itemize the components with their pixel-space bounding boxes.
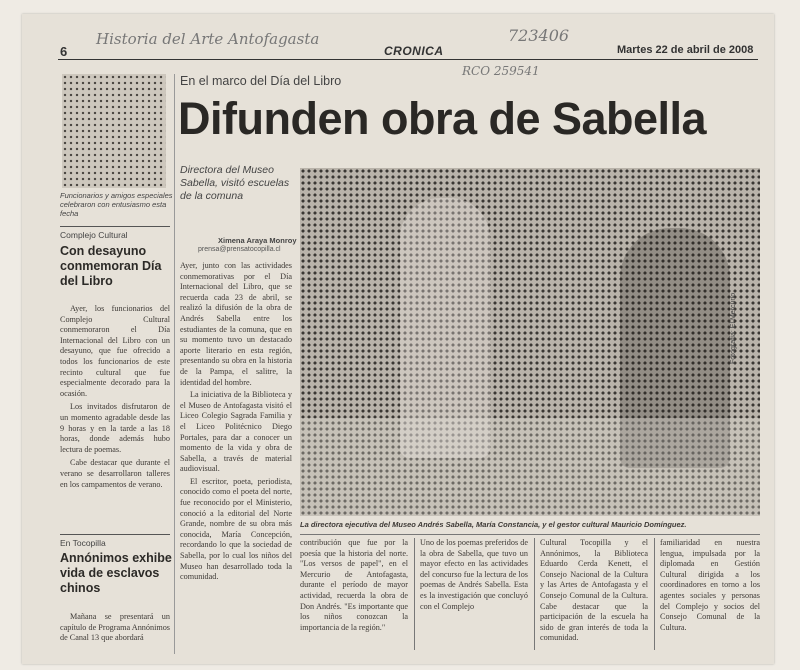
page-number: 6 — [60, 44, 68, 59]
article-intro-paragraph: El escritor, poeta, periodista, conocido como el poeta del norte, fue reconocido por el Ministerio, conoció a la editorial del Norte Grande, nombre de su obra más conocida, María Concepción, recordando lo que la sociedad de Sabella, por lo cual los niños del Museo han desarrollado toda la comunidad. — [180, 476, 292, 582]
article-column-text: familiaridad en nuestra lengua, impulsada por la diplomada en Gestión Cultural dirigida a los coordinadores en torno a los agentes sociales y personas del Complejo y socios del Consejo Comunal de la Cultura. — [660, 538, 760, 632]
story2-body — [60, 612, 170, 652]
newspaper-clipping — [22, 14, 774, 664]
stamp-code: RCO 259541 — [462, 64, 540, 78]
article-photo — [300, 168, 760, 516]
article-column-text: Uno de los poemas preferidos de la obra de Sabella, que tuvo un mayor efecto en las actividades del concurso fue la lectura de los poemas de Andrés Sabella. Esta es la investigación que concluyó con el Complejo — [420, 538, 528, 611]
story2-headline: Annónimos exhibe vida de esclavos chinos — [60, 551, 172, 595]
handwritten-code: 723406 — [508, 26, 570, 45]
article-intro-paragraph: La iniciativa de la Biblioteca y el Museo de Antofagasta visitó el Liceo Colegio Sagrada Familia y el Liceo Politécnico Diego Portales, para dar a conocer un momento de la vida y obra de Sabella, a través de material audiovisual. — [180, 390, 292, 474]
handwritten-note: Historia del Arte Antofagasta — [96, 30, 320, 48]
story1-paragraph: Los invitados disfrutaron de un momento agradable desde las 9 horas y en la tarde a las 18 horas, donde además hubo lectura de poemas. — [60, 402, 170, 454]
sidebar-divider — [174, 74, 175, 654]
story1-body — [60, 304, 170, 530]
column-divider — [414, 538, 415, 650]
article-email: prensa@prensatocopilla.cl — [198, 246, 281, 253]
article-column-3 — [420, 538, 528, 654]
article-column-2 — [300, 538, 408, 654]
article-byline: Ximena Araya Monroy — [218, 236, 297, 245]
header-rule — [58, 59, 758, 60]
story1-paragraph: Ayer, los funcionarios del Complejo Cultural conmemoraron el Día Internacional del Libro con un desayuno, que fue ofrecido a todos los funcionarios de este recinto cultural que fue especialmente decorado para la ocasión. — [60, 304, 170, 398]
article-column-4 — [540, 538, 648, 654]
sidebar-photo-caption: Funcionarios y amigos especiales celebraron con entusiasmo esta fecha — [60, 191, 173, 218]
sidebar-rule-2 — [60, 534, 170, 535]
sidebar-photo — [62, 74, 166, 188]
column-divider — [534, 538, 535, 650]
article-kicker: En el marco del Día del Libro — [180, 74, 342, 88]
section-name: CRONICA — [384, 44, 444, 58]
article-subhead: Directora del Museo Sabella, visitó escuelas de la comuna — [180, 164, 290, 202]
sidebar-rule-1 — [60, 226, 170, 227]
story1-headline: Con desayuno conmemoran Día del Libro — [60, 244, 162, 288]
story1-paragraph: Cabe destacar que durante el verano se desarrollaron talleres en los campamentos de verano. — [60, 458, 170, 489]
article-intro-column — [180, 261, 292, 582]
table-foreground — [300, 418, 760, 516]
article-column-5 — [660, 538, 760, 654]
photo-credit: Fotografía: El Mercurio — [730, 292, 737, 364]
column-divider — [654, 538, 655, 650]
story2-section: En Tocopilla — [60, 538, 106, 548]
article-photo-caption: La directora ejecutiva del Museo Andrés Sabella, María Constancia, y el gestor cultural Mauricio Domínguez. — [300, 520, 687, 529]
story2-paragraph: Mañana se presentará un capítulo de Programa Annónimos de Canal 13 que abordará — [60, 612, 170, 643]
caption-rule — [300, 534, 760, 535]
article-column-text: Cultural Tocopilla y el Annónimos, la Biblioteca Eduardo Cerda Kenett, el Consejo Nacional de la Cultura y las Artes de Antofagasta y el Consejo Comunal de la Cultura. Cabe destacar que la participación de la escuela ha sido de gran interés de toda la comunidad. — [540, 538, 648, 643]
issue-date: Martes 22 de abril de 2008 — [617, 44, 754, 56]
article-column-text: contribución que fue por la poesía que la historia del norte. "Los versos de papel", en el Mercurio de Antofagasta, durante el período de mayor actividad, recuerda la obra de Don Andrés. "Es importante que los niños conozcan la importancia de la región." — [300, 538, 408, 632]
article-intro-paragraph: Ayer, junto con las actividades conmemorativas por el Día Internacional del Libro, que se recuerda cada 23 de abril, se realizó la difusión de la obra de Andrés Sabella entre los estudiantes de la comuna, que en su momento tuvo un destacado aporte literario en esta región, presentando su obra en la historia de la Pampa, el salitre, la identidad del hombre. — [180, 261, 292, 387]
article-headline: Difunden obra de Sabella — [178, 93, 707, 144]
story1-section: Complejo Cultural — [60, 230, 128, 240]
